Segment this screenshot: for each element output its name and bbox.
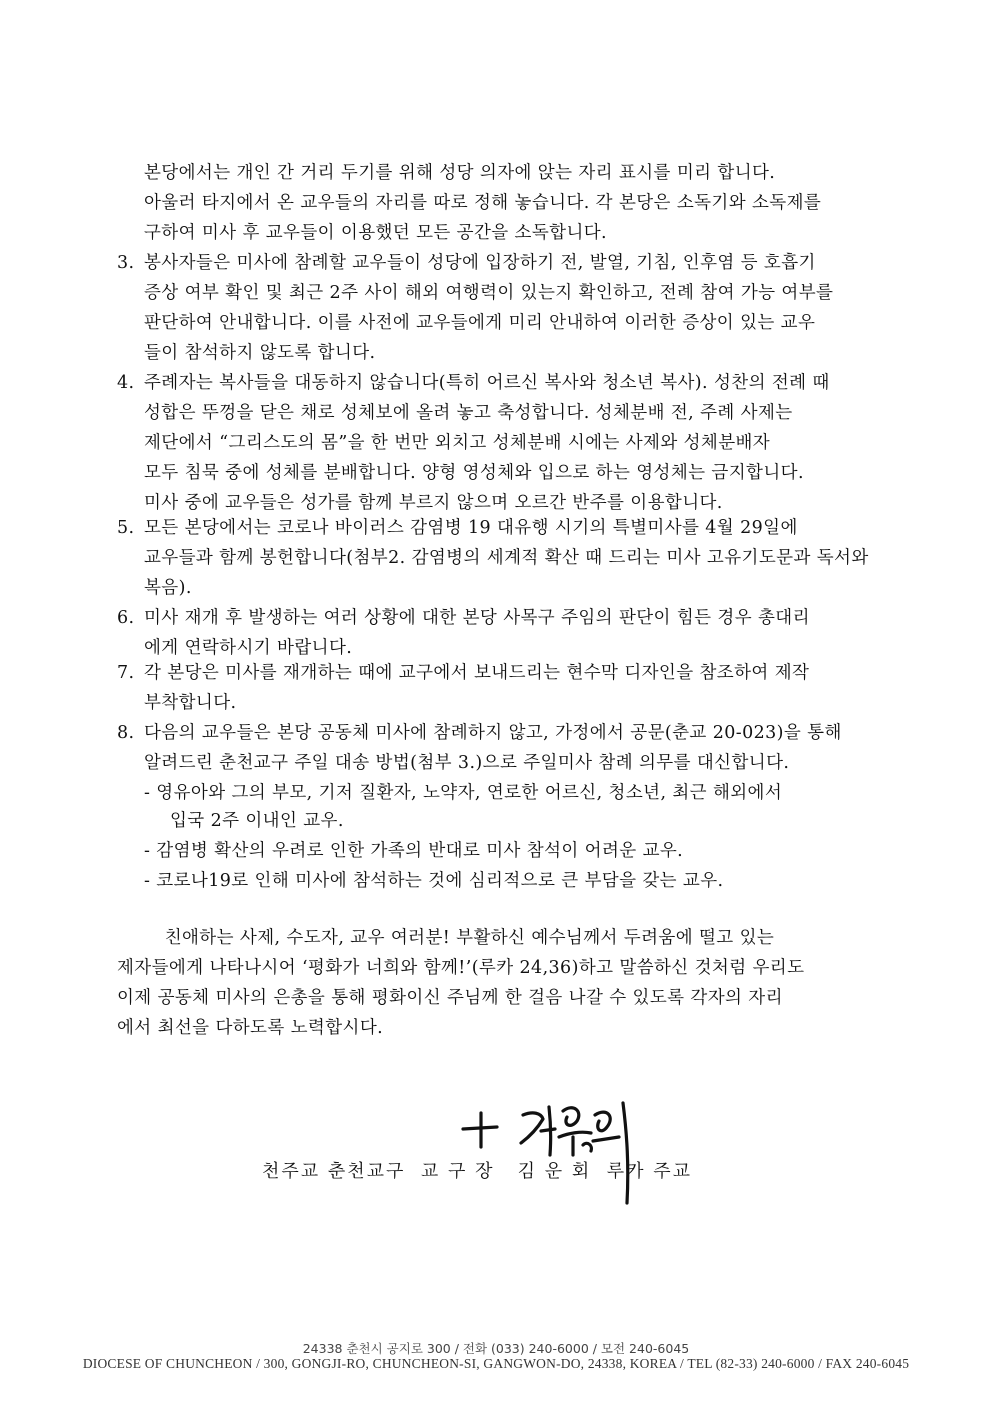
body-line: 알려드린 춘천교구 주일 대송 방법(첨부 3.)으로 주일미사 참례 의무를 대신합니다. [144,753,790,773]
footer-address-kr: 24338 춘천시 공지로 300 / 전화 (033) 240-6000 / 모전 240-6045 [302,1341,690,1356]
item-number: 6. [117,608,135,628]
closing-line: 에서 최선을 다하도록 노력합시다. [117,1018,384,1038]
body-line: 아울러 타지에서 온 교우들의 자리를 따로 정해 놓습니다. 각 본당은 소독기와 소독제를 [144,193,822,213]
dash-item: - 영유아와 그의 부모, 기저 질환자, 노약자, 연로한 어르신, 청소년, 최근 해외에서 [144,783,783,803]
body-line: 제단에서 “그리스도의 몸”을 한 번만 외치고 성체분배 시에는 사제와 성체분배자 [144,433,771,453]
footer-address-en: DIOCESE OF CHUNCHEON / 300, GONGJI-RO, CHUNCHEON-SI, GANGWON-DO, 24338, KOREA / TEL (82-33) 240-6000 / FAX 240-6045 [82,1356,910,1371]
body-line: 들이 참석하지 않도록 합니다. [144,343,376,363]
body-line: 구하여 미사 후 교우들이 이용했던 모든 공간을 소독합니다. [144,223,608,243]
closing-line: 제자들에게 나타나시어 ‘평화가 너희와 함께!’(루카 24,36)하고 말씀하신 것처럼 우리도 [117,958,805,978]
handwritten-signature [455,1085,645,1215]
body-line: 각 본당은 미사를 재개하는 때에 교구에서 보내드리는 현수막 디자인을 참조하여 제작 [144,663,810,683]
item-number: 8. [117,723,135,743]
body-line: 증상 여부 확인 및 최근 2주 사이 해외 여행력이 있는지 확인하고, 전례 참여 가능 여부를 [144,283,834,303]
item-number: 5. [117,518,135,538]
dash-item: 입국 2주 이내인 교우. [170,811,344,831]
body-line: 부착합니다. [144,693,237,713]
body-line: 미사 재개 후 발생하는 여러 상황에 대한 본당 사목구 주임의 판단이 힘든 경우 총대리 [144,608,810,628]
closing-line: 친애하는 사제, 수도자, 교우 여러분! 부활하신 예수님께서 두려움에 떨고 있는 [117,928,775,948]
closing-line: 이제 공동체 미사의 은총을 통해 평화이신 주님께 한 걸음 나갈 수 있도록 각자의 자리 [117,988,783,1008]
item-number: 3. [117,253,135,273]
body-line: 미사 중에 교우들은 성가를 함께 부르지 않으며 오르간 반주를 이용합니다. [144,493,723,513]
body-line: 복음). [144,578,192,598]
body-line: 성합은 뚜껑을 닫은 채로 성체보에 올려 놓고 축성합니다. 성체분배 전, 주례 사제는 [144,403,793,423]
dash-item: - 감염병 확산의 우려로 인한 가족의 반대로 미사 참석이 어려운 교우. [144,841,684,861]
body-line: 주례자는 복사들을 대동하지 않습니다(특히 어르신 복사와 청소년 복사). 성찬의 전례 때 [144,373,830,393]
body-line: 에게 연락하시기 바랍니다. [144,638,353,658]
body-line: 다음의 교우들은 본당 공동체 미사에 참례하지 않고, 가정에서 공문(춘교 20-023)을 통해 [144,723,842,743]
body-line: 모든 본당에서는 코로나 바이러스 감염병 19 대유행 시기의 특별미사를 4월 29일에 [144,518,798,538]
item-number: 4. [117,373,135,393]
body-line: 교우들과 함께 봉헌합니다(첨부2. 감염병의 세계적 확산 때 드리는 미사 고유기도문과 독서와 [144,548,869,568]
body-line: 본당에서는 개인 간 거리 두기를 위해 성당 의자에 앉는 자리 표시를 미리 합니다. [144,163,776,183]
body-line: 판단하여 안내합니다. 이를 사전에 교우들에게 미리 안내하여 이러한 증상이 있는 교우 [144,313,816,333]
signer-line: 천주교 춘천교구 교 구 장 김 운 회 루카 주교 [262,1161,692,1182]
dash-item: - 코로나19로 인해 미사에 참석하는 것에 심리적으로 큰 부담을 갖는 교우. [144,871,724,891]
body-line: 모두 침묵 중에 성체를 분배합니다. 양형 영성체와 입으로 하는 영성체는 금지합니다. [144,463,804,483]
body-line: 봉사자들은 미사에 참례할 교우들이 성당에 입장하기 전, 발열, 기침, 인후염 등 호흡기 [144,253,816,273]
item-number: 7. [117,663,135,683]
